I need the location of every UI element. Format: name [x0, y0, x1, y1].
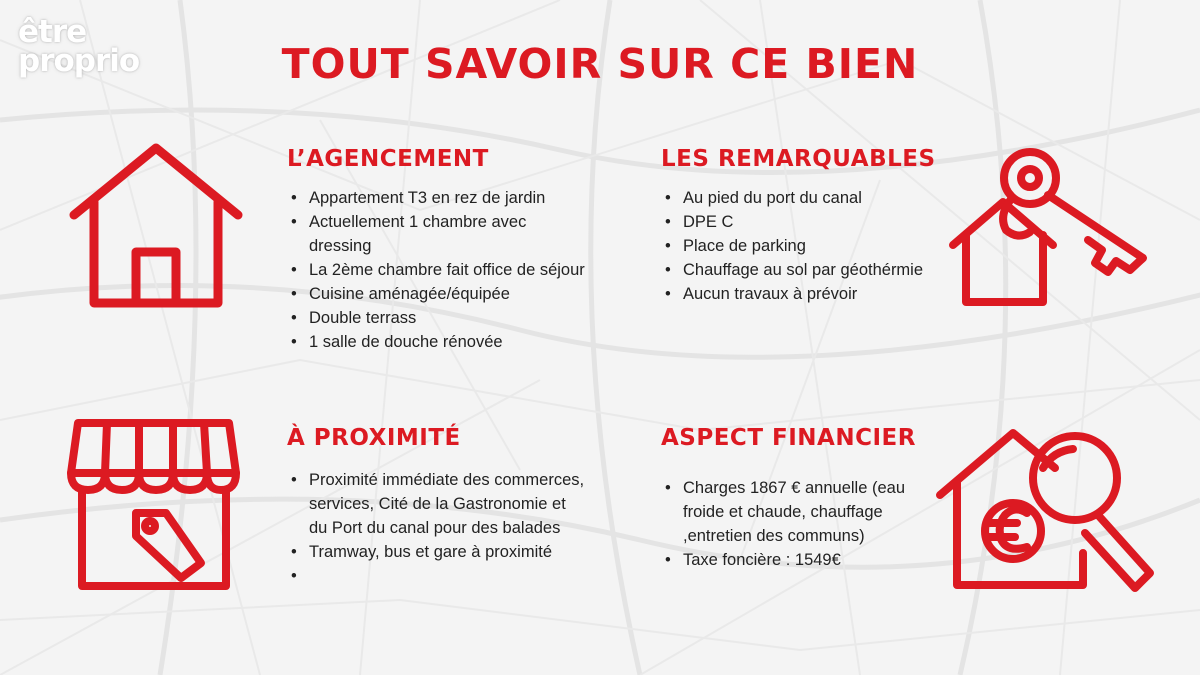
list-item: • Actuellement 1 chambre avec dressing [287, 210, 587, 258]
logo-line-1: être [18, 14, 87, 50]
shop-tag-icon [66, 418, 241, 593]
list-item: • Aucun travaux à prévoir [661, 282, 981, 306]
list-item: • Place de parking [661, 234, 981, 258]
list-item: • Appartement T3 en rez de jardin [287, 186, 587, 210]
proximite-list [287, 468, 587, 588]
page-title: TOUT SAVOIR SUR CE BIEN [281, 40, 919, 88]
section-proximite [287, 425, 587, 588]
section-remarquables [661, 146, 981, 306]
section-financier [661, 425, 921, 572]
section-heading: ASPECT FINANCIER [661, 425, 916, 451]
agencement-list [287, 186, 587, 354]
list-item: • Cuisine aménagée/équipée [287, 282, 587, 306]
financier-list [661, 476, 921, 572]
section-heading: LES REMARQUABLES [661, 146, 936, 172]
list-item: • Au pied du port du canal [661, 186, 981, 210]
list-item: • Tramway, bus et gare à proximité [287, 540, 587, 564]
list-item: • 1 salle de douche rénovée [287, 330, 587, 354]
logo-line-2: proprio [18, 43, 140, 79]
remarquables-list [661, 186, 981, 306]
list-item: • Double terrass [287, 306, 587, 330]
section-agencement [287, 146, 587, 354]
section-heading: À PROXIMITÉ [287, 425, 461, 451]
house-icon [66, 140, 246, 310]
house-euro-magnifier-icon [935, 423, 1160, 595]
list-item: • Taxe foncière : 1549€ [661, 548, 921, 572]
section-heading: L’AGENCEMENT [287, 146, 489, 172]
list-item: • Chauffage au sol par géothérmie [661, 258, 981, 282]
list-item [287, 564, 587, 588]
list-item: • DPE C [661, 210, 981, 234]
list-item: • Charges 1867 € annuelle (eau froide et chaude, chauffage ,entretien des communs) [661, 476, 921, 548]
list-item: • Proximité immédiate des commerces, services, Cité de la Gastronomie et du Port du canal pour des balades [287, 468, 587, 540]
list-item: • La 2ème chambre fait office de séjour [287, 258, 587, 282]
